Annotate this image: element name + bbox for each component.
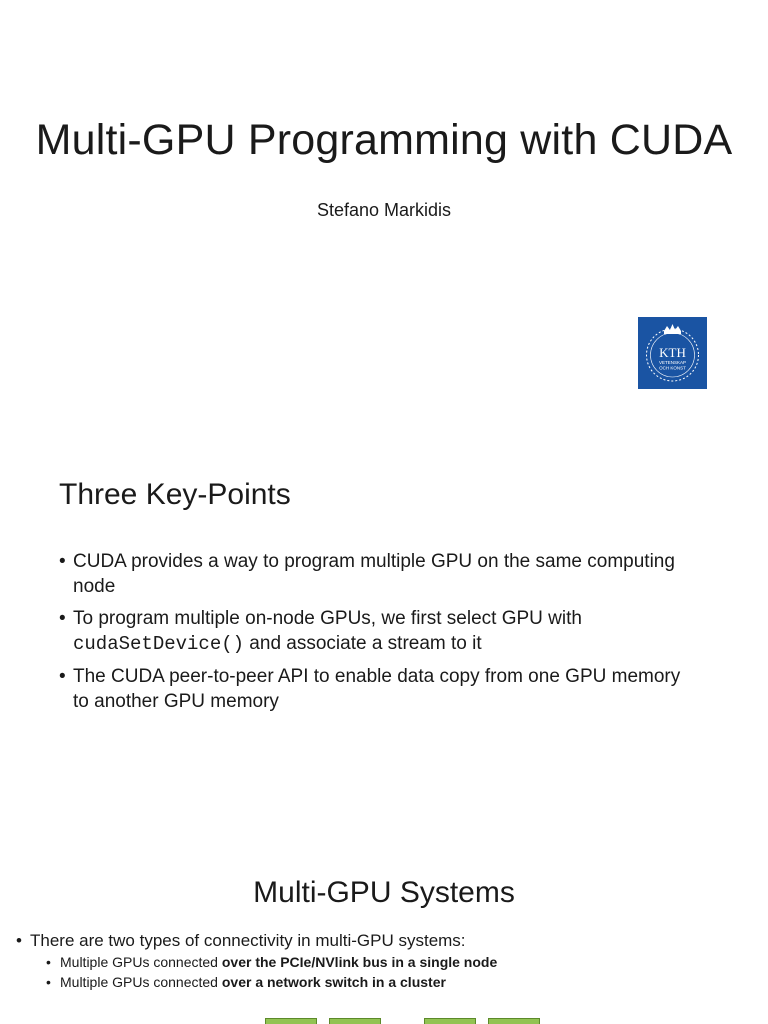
gpu-block [265,1018,317,1024]
multi-gpu-systems-slide [0,864,768,1024]
sub-point-prefix: Multiple GPUs connected [60,954,222,970]
sub-point-bold: over the PCIe/NVlink bus in a single node [221,954,498,970]
logo-subtext-1: VETENSKAP [658,360,687,365]
gpu-block [329,1018,381,1024]
bullet-icon: • [59,666,66,687]
point-text: To program multiple on-node GPUs, we first select GPU with [73,608,582,629]
author-name: Stefano Markidis [316,200,452,220]
sub-point-bold: over a network switch in a cluster [221,974,446,990]
point-text: CUDA provides a way to program multiple GPU on the same computing node [73,551,675,597]
main-point-text: There are two types of connectivity in multi-GPU systems: [30,931,466,950]
key-points-list [59,549,699,721]
sub-point-prefix: Multiple GPUs connected [60,974,222,990]
gpu-block [424,1018,476,1024]
key-points-title: Three Key-Points [59,478,291,511]
list-item [59,664,699,714]
sub-list [30,952,497,992]
bullet-icon: • [46,954,51,970]
gpu-block [488,1018,540,1024]
title-slide [0,0,768,432]
bullet-icon: • [59,551,66,572]
kth-logo [638,317,707,389]
systems-list [16,930,497,992]
code-snippet: cudaSetDevice() [73,633,245,655]
kth-crest-icon [638,317,707,389]
logo-text: KTH [659,345,686,360]
list-item [46,972,497,992]
list-item [59,606,699,657]
point-text: The CUDA peer-to-peer API to enable data copy from one GPU memory to another GPU memory [73,666,681,712]
list-item [16,930,497,992]
bullet-icon: • [16,931,22,950]
main-title: Multi-GPU Programming with CUDA [35,116,733,164]
key-points-slide [0,432,768,864]
point-text: and associate a stream to it [244,633,482,654]
bullet-icon: • [46,974,51,990]
bullet-icon: • [59,608,66,629]
systems-title: Multi-GPU Systems [253,876,515,909]
list-item [46,952,497,972]
list-item [59,549,699,599]
logo-subtext-2: OCH KONST [659,365,686,371]
